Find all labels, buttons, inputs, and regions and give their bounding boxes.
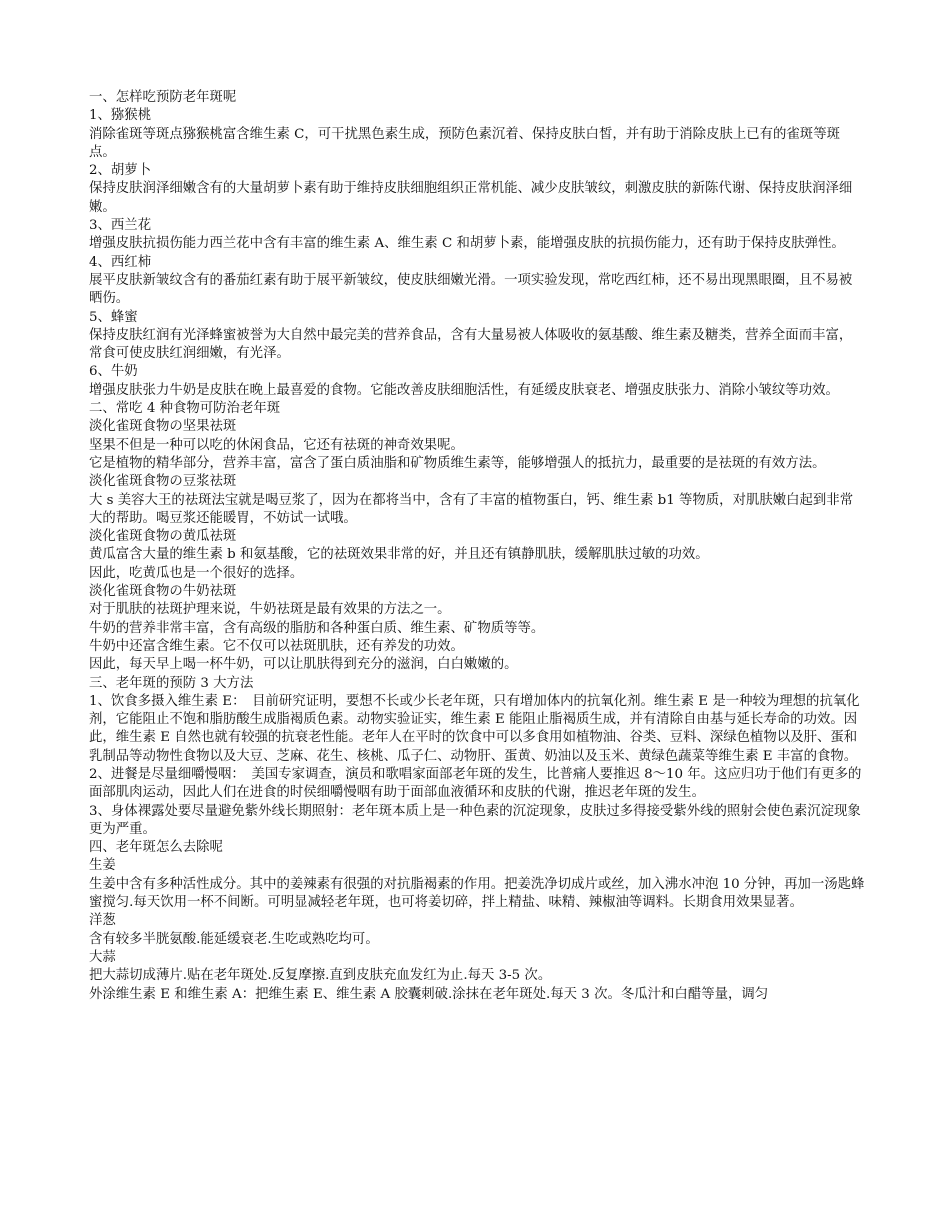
paragraph: 它是植物的精华部分，营养丰富，富含了蛋白质油脂和矿物质维生素等，能够增强人的抵抗力，最重要的是祛斑的有效方法。 [89, 455, 826, 471]
paragraph: 外涂维生素 E 和维生素 A：把维生素 E、维生素 A 胶囊刺破.涂抹在老年斑处.每天 3 次。冬瓜汁和白醋等量，调匀 [89, 986, 769, 1002]
item-heading: 2、胡萝卜 [89, 163, 152, 179]
item-heading: 3、西兰花 [89, 218, 152, 234]
subheading: 生姜 [89, 858, 116, 874]
subheading: 淡化雀斑食物の豆浆祛斑 [89, 474, 237, 490]
section-heading: 四、老年斑怎么去除呢 [89, 840, 223, 856]
paragraph: 2、进餐是尽量细嚼慢咽： 美国专家调查，演员和歌唱家面部老年斑的发生，比普痛人要推迟 8～10 年。这应归功于他们有更多的面部肌肉运动，因此人们在进食的时侯细嚼慢咽有助于面部血液循环和皮肤的代谢，推迟老年斑的发生。 [89, 766, 862, 801]
subheading: 洋葱 [89, 913, 116, 929]
section-heading: 二、常吃 4 种食物可防治老年斑 [89, 401, 281, 417]
item-heading: 1、猕猴桃 [89, 108, 152, 124]
paragraph: 含有较多半胱氨酸.能延缓衰老.生吃或熟吃均可。 [89, 931, 379, 947]
subheading: 大蒜 [89, 949, 116, 965]
item-heading: 6、牛奶 [89, 364, 138, 380]
subheading: 淡化雀斑食物の牛奶祛斑 [89, 584, 237, 600]
paragraph: 坚果不但是一种可以吃的休闲食品，它还有祛斑的神奇效果呢。 [89, 437, 464, 453]
paragraph: 3、身体裸露处要尽量避免紫外线长期照射：老年斑本质上是一种色素的沉淀现象，皮肤过多得接受紫外线的照射会使色素沉淀现象更为严重。 [89, 803, 861, 837]
paragraph: 1、饮食多摄入维生素 E： 目前研究证明，要想不长或少长老年斑，只有增加体内的抗氧化剂。维生素 E 是一种较为理想的抗氧化剂，它能阻止不饱和脂肪酸生成脂褐质色素。动物实验证实，维生素 E 能阻止脂褐质生成，并有清除自由基与延长寿命的功效。因此，维生素 E 自然也就有较强的抗衰老性能。老年人在平时的饮食中可以多食用如植物油、谷类、豆料、深绿色植物以及肝、蛋和乳制品等动物性食物以及大豆、芝麻、花生、核桃、瓜子仁、动物肝、蛋黄、奶油以及玉米、黄绿色蔬菜等维生素 E 丰富的食物。 [89, 693, 860, 764]
paragraph: 增强皮肤张力牛奶是皮肤在晚上最喜爱的食物。它能改善皮肤细胞活性，有延缓皮肤衰老、增强皮肤张力、消除小皱纹等功效。 [89, 382, 839, 398]
paragraph: 黄瓜富含大量的维生素 b 和氨基酸，它的祛斑效果非常的好，并且还有镇静肌肤，缓解肌肤过敏的功效。 [89, 547, 709, 563]
paragraph: 大 s 美容大王的祛斑法宝就是喝豆浆了，因为在都将当中，含有了丰富的植物蛋白，钙、维生素 b1 等物质，对肌肤嫩白起到非常大的帮助。喝豆浆还能暖胃，不妨试一试哦。 [89, 492, 854, 526]
subheading: 淡化雀斑食物の黄瓜祛斑 [89, 529, 237, 545]
paragraph: 增强皮肤抗损伤能力西兰花中含有丰富的维生素 A、维生素 C 和胡萝卜素，能增强皮肤的抗损伤能力，还有助于保持皮肤弹性。 [89, 236, 845, 252]
paragraph: 因此，每天早上喝一杯牛奶，可以让肌肤得到充分的滋润，白白嫩嫩的。 [89, 657, 518, 673]
paragraph: 对于肌肤的祛斑护理来说，牛奶祛斑是最有效果的方法之一。 [89, 602, 451, 618]
paragraph: 把大蒜切成薄片.贴在老年斑处.反复摩擦.直到皮肤充血发红为止.每天 3-5 次。 [89, 968, 552, 984]
section-heading: 三、老年斑的预防 3 大方法 [89, 675, 254, 691]
paragraph: 展平皮肤新皱纹含有的番茄红素有助于展平新皱纹，使皮肤细嫩光滑。一项实验发现，常吃西红柿，还不易出现黑眼圈，且不易被晒伤。 [89, 272, 853, 307]
document-body [89, 89, 865, 1004]
paragraph: 因此，吃黄瓜也是一个很好的选择。 [89, 565, 304, 581]
paragraph: 消除雀斑等斑点猕猴桃富含维生素 C，可干扰黑色素生成，预防色素沉着、保持皮肤白皙，并有助于消除皮肤上已有的雀斑等斑点。 [89, 126, 840, 160]
paragraph: 生姜中含有多种活性成分。其中的姜辣素有很强的对抗脂褐素的作用。把姜洗净切成片或丝，加入沸水冲泡 10 分钟，再加一汤匙蜂蜜搅匀.每天饮用一杯不间断。可明显减轻老年斑，也可将姜切碎，拌上精盐、味精、辣椒油等调料。长期食用效果显著。 [89, 876, 865, 911]
item-heading: 5、蜂蜜 [89, 309, 138, 325]
paragraph: 保持皮肤红润有光泽蜂蜜被誉为大自然中最完美的营养食品，含有大量易被人体吸收的氨基酸、维生素及糖类，营养全面而丰富，常食可使皮肤红润细嫩，有光泽。 [89, 327, 853, 362]
item-heading: 4、西红柿 [89, 254, 152, 270]
paragraph: 牛奶的营养非常丰富，含有高级的脂肪和各种蛋白质、维生素、矿物质等等。 [89, 620, 545, 636]
section-heading: 一、怎样吃预防老年斑呢 [89, 90, 237, 105]
subheading: 淡化雀斑食物の坚果祛斑 [89, 419, 237, 435]
paragraph: 保持皮肤润泽细嫩含有的大量胡萝卜素有助于维持皮肤细胞组织正常机能、减少皮肤皱纹，刺激皮肤的新陈代谢、保持皮肤润泽细嫩。 [89, 181, 853, 215]
paragraph: 牛奶中还富含维生素。它不仅可以祛斑肌肤，还有养发的功效。 [89, 638, 464, 654]
